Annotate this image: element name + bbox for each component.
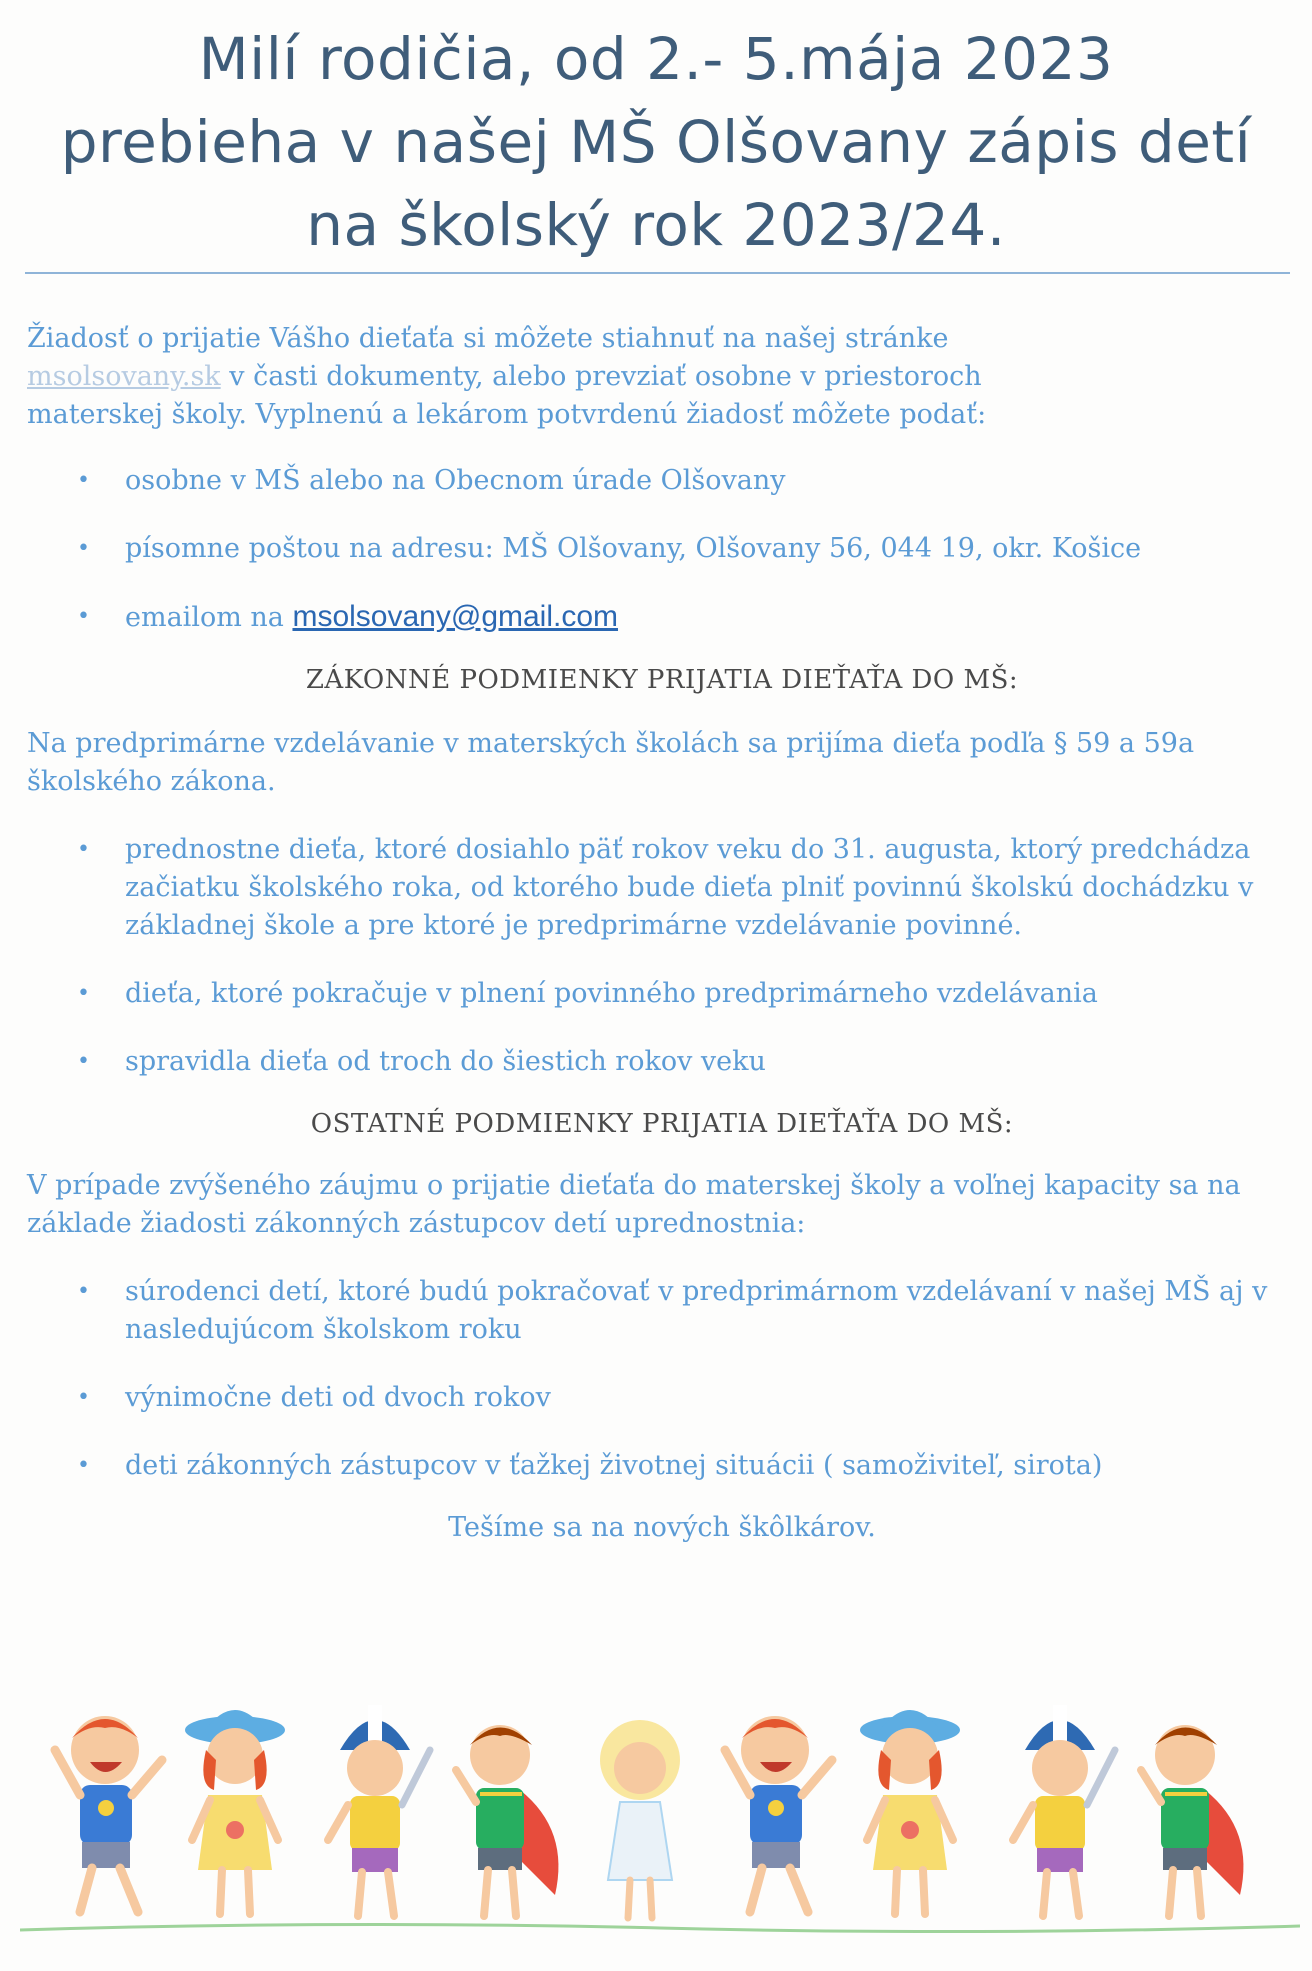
- intro-text-end: v časti dokumenty, alebo prevziať osobne v priestoroch materskej školy. Vyplnenú a lekárom potvrdenú žiadosť môžete podať:: [27, 361, 987, 430]
- list-item: [27, 530, 1297, 568]
- list-item: [27, 1043, 1297, 1081]
- list-item: [27, 1447, 1297, 1485]
- website-link[interactable]: msolsovany.sk: [27, 361, 221, 392]
- intro-text-start: Žiadosť o prijatie Vášho dieťaťa si môžete stiahnuť na našej stránke: [27, 323, 949, 354]
- other-condition-3: deti zákonných zástupcov v ťažkej životnej situácii ( samoživiteľ, sirota): [125, 1450, 1103, 1481]
- intro-paragraph: [27, 320, 1027, 434]
- other-conditions-list: [27, 1273, 1297, 1485]
- other-condition-2: výnimočne deti od dvoch rokov: [125, 1382, 551, 1413]
- children-illustration-svg: [20, 1690, 1300, 1960]
- legal-conditions-intro: Na predprimárne vzdelávanie v materských školách sa prijíma dieťa podľa § 59 a 59a školského zákona.: [27, 728, 1195, 797]
- closing-line: Tešíme sa na nových škôlkárov.: [448, 1512, 876, 1543]
- bullet-icon: •: [77, 1385, 90, 1410]
- list-item: [27, 1379, 1297, 1417]
- bullet-icon: •: [77, 604, 90, 629]
- title-line-3: na školský rok 2023/24.: [306, 191, 1006, 259]
- delivery-list: [27, 462, 1297, 637]
- child-figure-icon: [600, 1720, 680, 1918]
- list-item: [27, 831, 1285, 945]
- child-figure-icon: [55, 1716, 162, 1912]
- child-figure-icon: [1141, 1725, 1243, 1916]
- other-conditions-heading: OSTATNÉ PODMIENKY PRIJATIA DIEŤAŤA DO MŠ:: [310, 1109, 1014, 1139]
- ground-line: [20, 1924, 1300, 1931]
- page-title: [0, 18, 1312, 267]
- child-figure-icon: [328, 1705, 430, 1916]
- bullet-icon: •: [77, 837, 90, 862]
- bullet-icon: •: [77, 468, 90, 493]
- title-divider: [25, 272, 1290, 274]
- bullet-icon: •: [77, 1453, 90, 1478]
- email-link[interactable]: msolsovany@gmail.com: [292, 600, 619, 633]
- legal-condition-3: spravidla dieťa od troch do šiestich rokov veku: [125, 1046, 766, 1077]
- list-item: [27, 975, 1297, 1013]
- delivery-option-post: písomne poštou na adresu: MŠ Olšovany, Olšovany 56, 044 19, okr. Košice: [125, 533, 1142, 564]
- children-illustration: [20, 1690, 1300, 1960]
- delivery-option-in-person: osobne v MŠ alebo na Obecnom úrade Olšovany: [125, 465, 786, 496]
- child-figure-icon: [1013, 1705, 1115, 1916]
- legal-conditions-list: [27, 831, 1297, 1081]
- delivery-option-email-label: emailom na: [125, 602, 293, 633]
- list-item: [27, 598, 1297, 637]
- bullet-icon: •: [77, 536, 90, 561]
- bullet-icon: •: [77, 1049, 90, 1074]
- notice-body: [27, 320, 1297, 1547]
- bullet-icon: •: [77, 1279, 90, 1304]
- title-line-2: prebieha v našej MŠ Olšovany zápis detí: [60, 108, 1252, 176]
- other-conditions-intro: V prípade zvýšeného záujmu o prijatie dieťaťa do materskej školy a voľnej kapacity sa na základe žiadosti zákonných zástupcov detí uprednostnia:: [27, 1170, 1241, 1239]
- list-item: [27, 462, 1297, 500]
- legal-condition-1: prednostne dieťa, ktoré dosiahlo päť rokov veku do 31. augusta, ktorý predchádza začiatku školského roka, od ktorého bude dieťa plniť povinnú školskú dochádzku v základnej škole a pre ktoré je predprimárne vzdelávanie povinné.: [125, 834, 1254, 941]
- title-line-1: Milí rodičia, od 2.- 5.mája 2023: [198, 25, 1114, 93]
- child-figure-icon: [456, 1725, 558, 1916]
- list-item: [27, 1273, 1285, 1349]
- other-condition-1: súrodenci detí, ktoré budú pokračovať v predprimárnom vzdelávaní v našej MŠ aj v nasledujúcom školskom roku: [125, 1276, 1268, 1345]
- legal-conditions-heading: ZÁKONNÉ PODMIENKY PRIJATIA DIEŤAŤA DO MŠ:: [305, 665, 1019, 695]
- bullet-icon: •: [77, 981, 90, 1006]
- child-figure-icon: [725, 1716, 832, 1912]
- child-figure-icon: [860, 1710, 960, 1914]
- legal-condition-2: dieťa, ktoré pokračuje v plnení povinného predprimárneho vzdelávania: [125, 978, 1098, 1009]
- child-figure-icon: [185, 1710, 285, 1914]
